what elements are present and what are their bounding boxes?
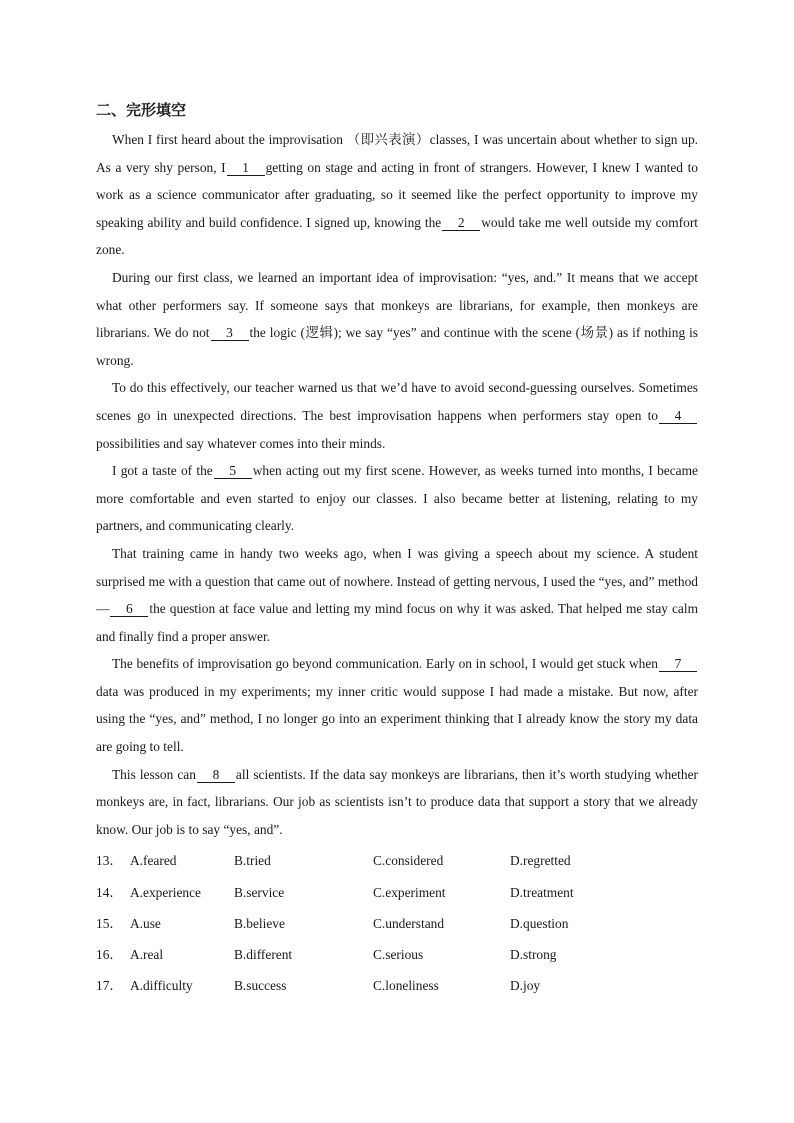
option-d: D.joy [510, 978, 541, 994]
passage-text: all scientists. If the data say monkeys are librarians, then it’s worth studying whether monkeys are, in fact, librarians. Our job as scientists isn’t to produce data that support a story that we already know. Our job is to say “yes, and”. [96, 766, 698, 837]
option-c: C.understand [373, 915, 445, 931]
passage-paragraph [96, 457, 698, 540]
option-a: A.use [130, 915, 161, 931]
option-a: A.real [130, 947, 164, 963]
option-b: B.different [234, 947, 293, 963]
passage-text: getting on stage and acting in front of strangers. However, I knew I wanted to work as a science communicator after graduating, so it seemed like the perfect opportunity to improve my speaking ability and build confidence. I signed up, knowing the [96, 159, 698, 230]
answer-blank: 4 [659, 408, 697, 424]
passage-text: possibilities and say whatever comes into their minds. [96, 435, 386, 451]
question-number: 13． [96, 853, 123, 869]
option-b: B.believe [234, 915, 285, 931]
document-page [96, 100, 698, 1001]
passage-text: When I first heard about the improvisation （即兴表演）classes, I was uncertain about whether to sign up. As a very shy person, I [96, 132, 698, 175]
answer-blank: 8 [197, 767, 235, 783]
passage-text: During our first class, we learned an important idea of improvisation: “yes, and.” It means that we accept what other performers say. If someone says that monkeys are librarians, for example, then monkeys are librarians. We do not [96, 269, 698, 341]
question-number: 17． [96, 978, 123, 994]
option-d: D.regretted [510, 853, 571, 869]
passage-text: This lesson can [112, 766, 196, 782]
option-d: D.strong [510, 947, 557, 963]
option-c: C.serious [373, 947, 424, 963]
passage [96, 126, 698, 843]
option-c: C.loneliness [373, 978, 439, 994]
passage-text: I got a taste of the [112, 463, 213, 479]
passage-paragraph [96, 761, 698, 844]
option-b: B.service [234, 884, 285, 900]
passage-paragraph [96, 374, 698, 457]
option-c: C.considered [373, 853, 444, 869]
option-a: A.difficulty [130, 978, 193, 994]
answer-options [96, 845, 698, 1001]
option-d: D.question [510, 915, 569, 931]
question-row [96, 845, 698, 876]
passage-text: The benefits of improvisation go beyond communication. Early on in school, I would get stuck when [112, 656, 658, 672]
answer-blank: 6 [110, 601, 148, 617]
answer-blank: 7 [659, 656, 697, 672]
passage-text: That training came in handy two weeks ago, when I was giving a speech about my science. A student surprised me with a question that came out of nowhere. Instead of getting nervous, I used the “yes, and” method — [96, 545, 698, 617]
passage-text: the question at face value and letting my mind focus on why it was asked. That helped me stay calm and finally find a proper answer. [96, 601, 698, 644]
answer-blank: 2 [442, 215, 480, 231]
answer-blank: 1 [227, 160, 265, 176]
option-b: B.success [234, 978, 287, 994]
passage-paragraph [96, 650, 698, 760]
question-row [96, 877, 698, 908]
passage-text: would take me well outside my comfort zone. [96, 214, 698, 258]
passage-text: data was produced in my experiments; my inner critic would suppose I had made a mistake. But now, after using the “yes, and” method, I no longer go into an experiment thinking that I already know the story my data are going to tell. [96, 683, 698, 755]
option-a: A.experience [130, 884, 202, 900]
question-number: 15． [96, 915, 123, 931]
passage-paragraph [96, 264, 698, 374]
passage-text: To do this effectively, our teacher warned us that we’d have to avoid second-guessing ourselves. Sometimes scenes go in unexpected directions. The best improvisation happens when performers stay open to [96, 380, 698, 423]
section-title: 二、完形填空 [96, 101, 187, 119]
passage-paragraph [96, 126, 698, 264]
question-number: 14． [96, 884, 123, 900]
option-d: D.treatment [510, 884, 574, 900]
passage-text: the logic (逻辑); we say “yes” and continue with the scene (场景) as if nothing is wrong. [96, 325, 699, 368]
question-row [96, 908, 698, 939]
question-row [96, 939, 698, 970]
question-row [96, 970, 698, 1001]
option-b: B.tried [234, 853, 271, 869]
passage-paragraph [96, 540, 698, 650]
passage-text: when acting out my first scene. However, as weeks turned into months, I became more comfortable and even started to enjoy our classes. I also became better at listening, relating to my partners, and communicating clearly. [96, 463, 698, 534]
answer-blank: 5 [214, 463, 252, 479]
option-a: A.feared [130, 853, 177, 869]
option-c: C.experiment [373, 884, 446, 900]
answer-blank: 3 [211, 325, 249, 341]
question-number: 16． [96, 947, 123, 963]
